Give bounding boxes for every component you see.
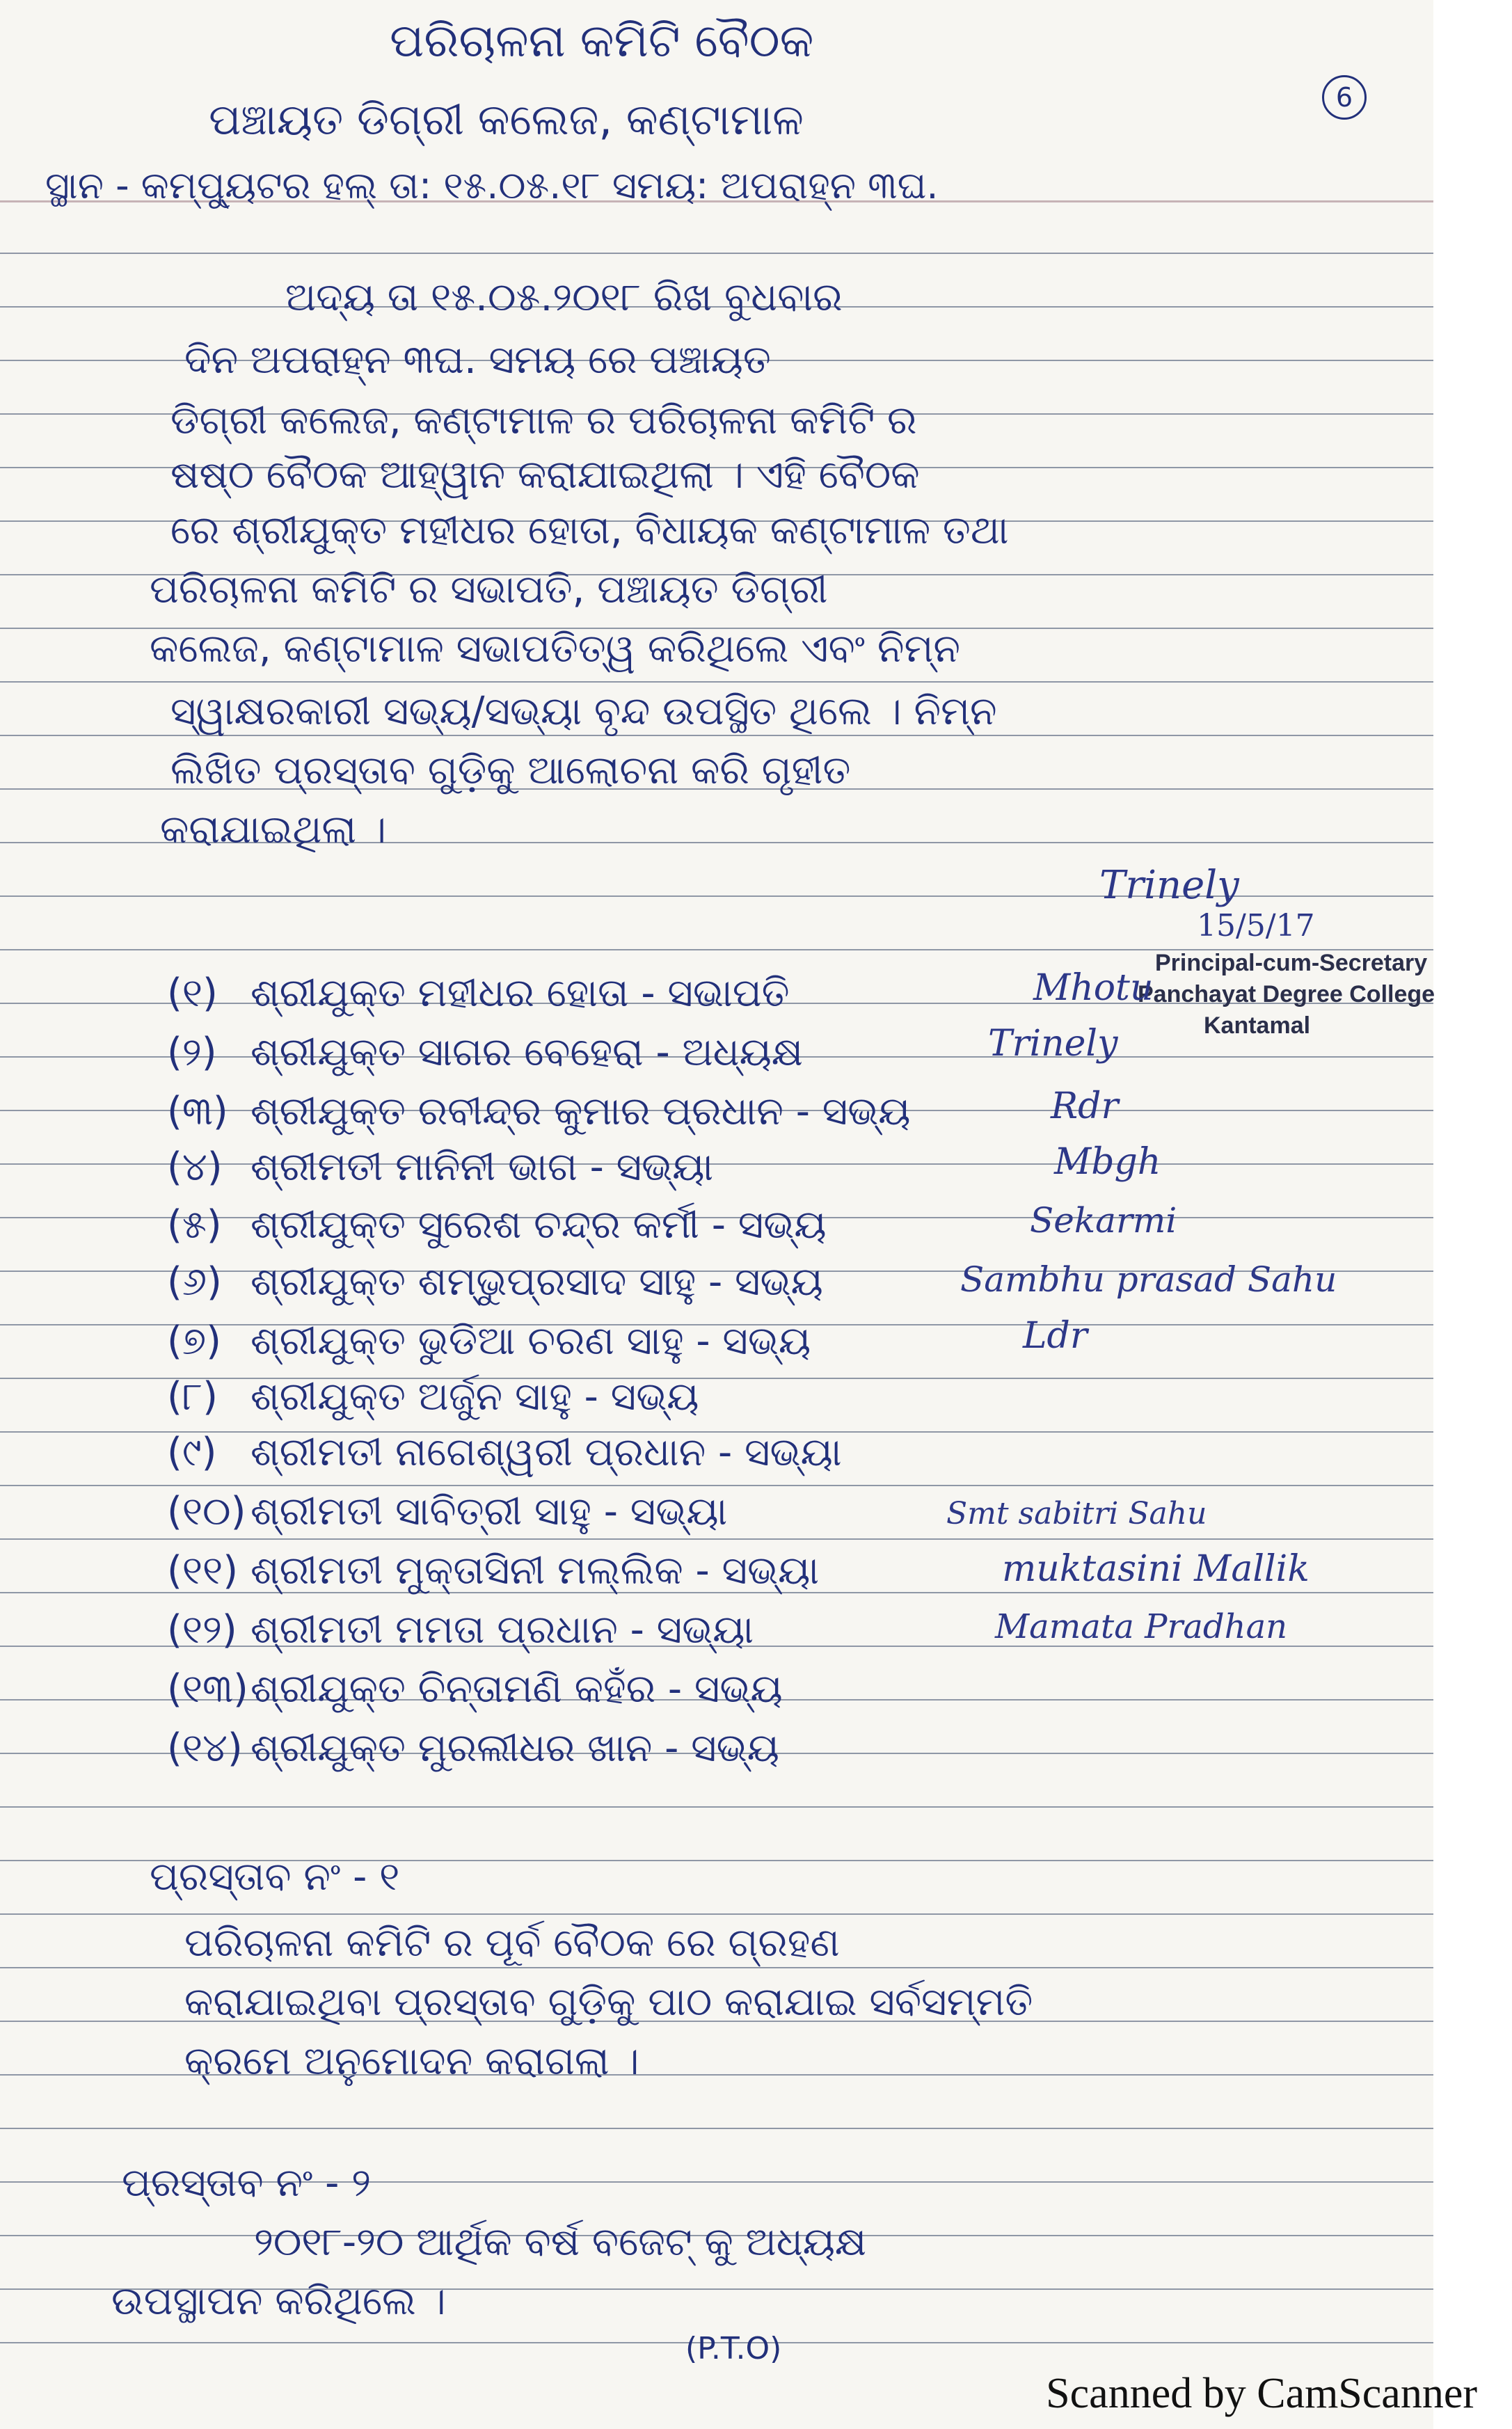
member-item: [167, 1089, 910, 1135]
body-line: କଲେଜ, କଣ୍ଟାମାଳ ସଭାପତିତ୍ୱ କରିଥିଲେ ଏବଂ ନିମ୍ନ: [150, 626, 960, 671]
member-item: [167, 1030, 803, 1076]
member-item: [167, 1548, 819, 1594]
proposal-2-line: ୨୦୧୮-୨୦ ଆର୍ଥିକ ବର୍ଷ ବଜେଟ୍ କୁ ଅଧ୍ୟକ୍ଷ: [254, 2220, 867, 2265]
member-name-role: ଶ୍ରୀଯୁକ୍ତ ସାଗର ବେହେରା - ଅଧ୍ୟକ୍ଷ: [250, 1030, 804, 1075]
member-item: [167, 1374, 699, 1420]
body-line: ଷଷ୍ଠ ବୈଠକ ଆହ୍ୱାନ କରାଯାଇଥିଲା । ଏହି ବୈଠକ: [170, 452, 920, 497]
member-name-role: ଶ୍ରୀମତୀ ମମତା ପ୍ରଧାନ - ସଭ୍ୟା: [250, 1607, 754, 1652]
member-number: (୧୩): [167, 1666, 248, 1712]
body-line: ଲିଖିତ ପ୍ରସ୍ତାବ ଗୁଡ଼ିକୁ ଆଲୋଚନା କରି ଗୃହୀତ: [170, 748, 851, 793]
member-number: (୫): [167, 1202, 222, 1248]
pto-note: (P.T.O): [685, 2331, 782, 2366]
principal-signature: Trinely: [1099, 863, 1239, 908]
body-line: ରେ ଶ୍ରୀଯୁକ୍ତ ମହୀଧର ହୋତା, ବିଧାୟକ କଣ୍ଟାମାଳ ତଥା: [170, 508, 1009, 553]
proposal-1-title: ପ୍ରସ୍ତାବ ନଂ - ୧: [150, 1854, 400, 1900]
proposal-1-line: କ୍ରମେ ଅନୁମୋଦନ କରାଗଲା ।: [184, 2039, 639, 2084]
body-line: ଅଦ୍ୟ ତା ୧୫.୦୫.୨୦୧୮ ରିଖ ବୁଧବାର: [285, 275, 843, 320]
member-signature: Rdr: [1051, 1085, 1119, 1127]
member-item: [167, 1259, 823, 1305]
member-number: (୮): [167, 1374, 218, 1419]
member-item: [167, 1726, 779, 1771]
member-item: [167, 971, 790, 1017]
header-title: ପରିଚାଳନା କମିଟି ବୈଠକ: [390, 14, 814, 67]
member-number: (୬): [167, 1259, 222, 1305]
member-number: (୪): [167, 1145, 223, 1190]
member-number: (୧୪): [167, 1726, 243, 1771]
body-line: ଡିଗ୍ରୀ କଲେଜ, କଣ୍ଟାମାଳ ର ପରିଚାଳନା କମିଟି ର: [170, 398, 917, 443]
member-name-role: ଶ୍ରୀଯୁକ୍ତ ମୁରଲୀଧର ଖାନ - ସଭ୍ୟ: [250, 1726, 779, 1771]
member-name-role: ଶ୍ରୀମତୀ ସାବିତ୍ରୀ ସାହୁ - ସଭ୍ୟା: [250, 1489, 728, 1534]
proposal-2-title: ପ୍ରସ୍ତାବ ନଂ - ୨: [122, 2160, 372, 2206]
member-signature: Mhotu: [1033, 967, 1154, 1009]
member-item: [167, 1666, 783, 1712]
member-number: (୧): [167, 971, 218, 1016]
member-item: [167, 1145, 713, 1190]
member-item: [167, 1489, 727, 1535]
page-number: 6: [1322, 75, 1367, 120]
body-line: ପରିଚାଳନା କମିଟି ର ସଭାପତି, ପଞ୍ଚାୟତ ଡିଗ୍ରୀ: [150, 567, 828, 612]
header-venue-date: ସ୍ଥାନ - କମ୍ପ୍ୟୁଟର ହଲ୍ ତା: ୧୫.୦୫.୧୮ ସମୟ: ଅପରାହ୍ନ ୩ଘ.: [45, 164, 939, 207]
scanner-watermark: Scanned by CamScanner: [1046, 2370, 1477, 2417]
member-name-role: ଶ୍ରୀମତୀ ମୁକ୍ତାସିନୀ ମଲ୍ଲିକ - ସଭ୍ୟା: [250, 1548, 820, 1593]
member-item: [167, 1319, 811, 1364]
member-signature: muktasini Mallik: [1002, 1548, 1310, 1590]
stamp-line-1: Principal-cum-Secretary: [1155, 950, 1428, 976]
member-name-role: ଶ୍ରୀଯୁକ୍ତ ଚିନ୍ତାମଣି କହଁର - ସଭ୍ୟ: [250, 1666, 783, 1712]
member-signature: Mbgh: [1054, 1141, 1161, 1183]
proposal-1-line: ପରିଚାଳନା କମିଟି ର ପୂର୍ବ ବୈଠକ ରେ ଗ୍ରହଣ: [184, 1920, 840, 1966]
member-name-role: ଶ୍ରୀମତୀ ନାଗେଶ୍ୱରୀ ପ୍ରଧାନ - ସଭ୍ୟା: [250, 1430, 842, 1475]
body-line: ସ୍ୱାକ୍ଷରକାରୀ ସଭ୍ୟ/ସଭ୍ୟା ବୃନ୍ଦ ଉପସ୍ଥିତ ଥିଲେ । ନିମ୍ନ: [170, 689, 997, 734]
body-line: କରାଯାଇଥିଲା ।: [160, 807, 387, 852]
member-number: (୧୦): [167, 1489, 246, 1534]
member-signature: Ldr: [1023, 1315, 1088, 1357]
member-signature: Mamata Pradhan: [995, 1607, 1288, 1646]
stamp-line-3: Kantamal: [1204, 1012, 1311, 1039]
member-signature: Smt sabitri Sahu: [946, 1496, 1207, 1531]
principal-sign-date: 15/5/17: [1197, 908, 1315, 943]
member-name-role: ଶ୍ରୀମତୀ ମାନିନୀ ଭାଗ - ସଭ୍ୟା: [250, 1145, 714, 1190]
member-item: [167, 1202, 827, 1248]
header-college: ପଞ୍ଚାୟତ ଡିଗ୍ରୀ କଲେଜ, କଣ୍ଟାମାଳ: [209, 94, 804, 145]
member-name-role: ଶ୍ରୀଯୁକ୍ତ ରବୀନ୍ଦ୍ର କୁମାର ପ୍ରଧାନ - ସଭ୍ୟ: [250, 1089, 911, 1134]
member-number: (୯): [167, 1430, 217, 1475]
proposal-1-line: କରାଯାଇଥିବା ପ୍ରସ୍ତାବ ଗୁଡ଼ିକୁ ପାଠ କରାଯାଇ ସର୍ବସମ୍ମତି: [184, 1980, 1033, 2025]
member-name-role: ଶ୍ରୀଯୁକ୍ତ ଭୁଡିଆ ଚରଣ ସାହୁ - ସଭ୍ୟ: [250, 1319, 811, 1364]
proposal-2-line: ଉପସ୍ଥାପନ କରିଥିଲେ ।: [111, 2279, 446, 2324]
member-signature: Sambhu prasad Sahu: [960, 1259, 1337, 1300]
member-name-role: ଶ୍ରୀଯୁକ୍ତ ମହୀଧର ହୋତା - ସଭାପତି: [250, 971, 790, 1016]
member-signature: Sekarmi: [1030, 1200, 1177, 1241]
member-item: [167, 1607, 754, 1653]
stamp-line-2: Panchayat Degree College: [1138, 981, 1435, 1008]
member-name-role: ଶ୍ରୀଯୁକ୍ତ ସୁରେଶ ଚନ୍ଦ୍ର କର୍ମୀ - ସଭ୍ୟ: [250, 1202, 827, 1248]
member-number: (୭): [167, 1319, 221, 1364]
member-number: (୩): [167, 1089, 228, 1134]
member-number: (୨): [167, 1030, 217, 1075]
member-number: (୧୨): [167, 1607, 237, 1652]
member-name-role: ଶ୍ରୀଯୁକ୍ତ ଅର୍ଜୁନ ସାହୁ - ସଭ୍ୟ: [250, 1374, 699, 1419]
body-line: ଦିନ ଅପରାହ୍ନ ୩ଘ. ସମୟ ରେ ପଞ୍ଚାୟତ: [184, 337, 771, 383]
member-name-role: ଶ୍ରୀଯୁକ୍ତ ଶମ୍ଭୁପ୍ରସାଦ ସାହୁ - ସଭ୍ୟ: [250, 1259, 823, 1305]
member-item: [167, 1430, 842, 1476]
member-number: (୧୧): [167, 1548, 239, 1593]
member-signature: Trinely: [988, 1023, 1118, 1065]
